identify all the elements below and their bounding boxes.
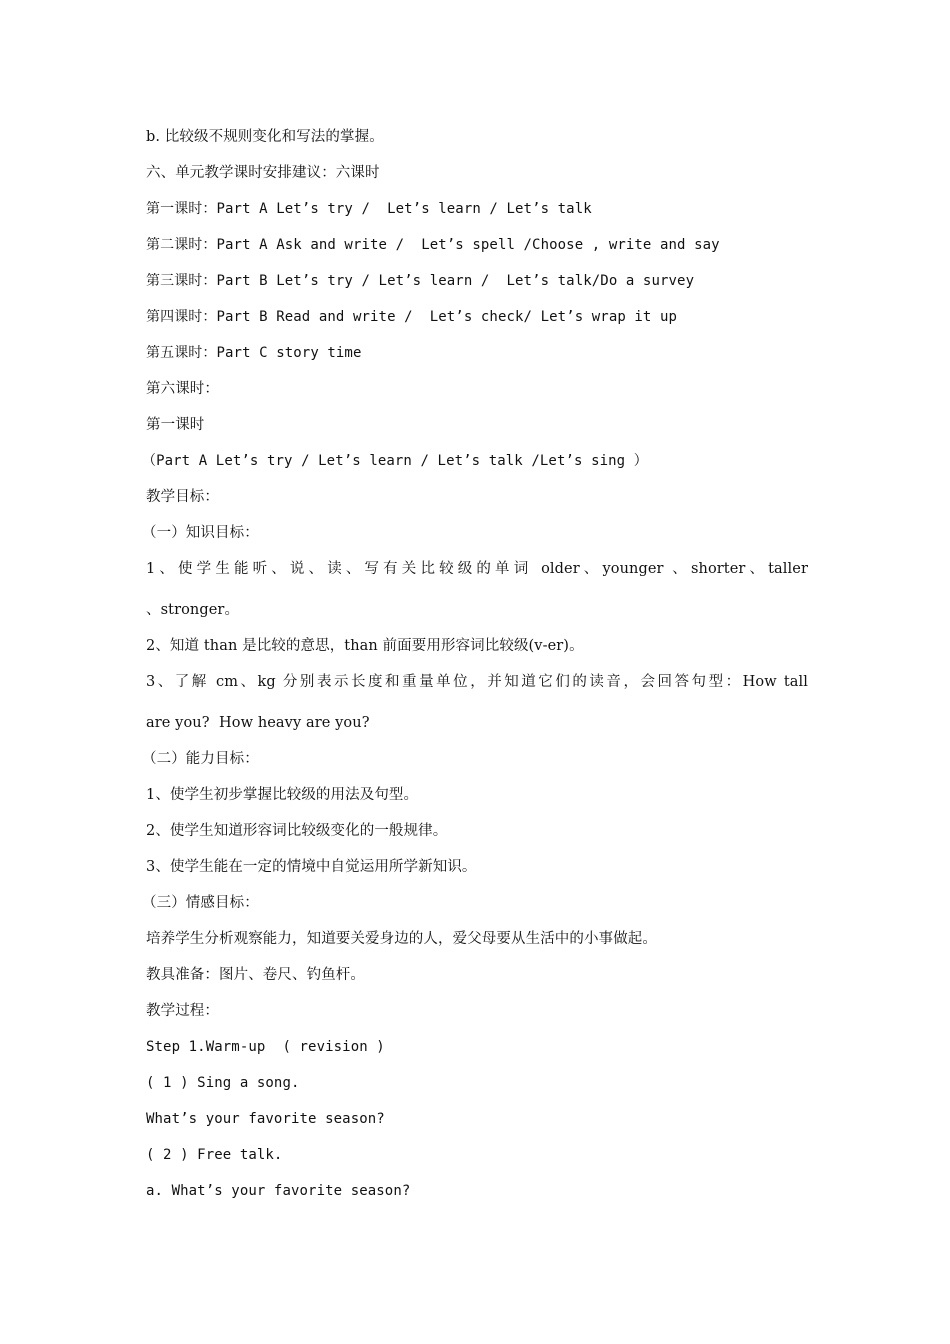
subsection-heading: （二）能力目标： <box>142 751 259 767</box>
text-line: a. What’s your favorite season? <box>146 1183 411 1199</box>
text-line: 第三课时：Part B Let’s try / Let’s learn / Let’s talk/Do a survey <box>146 273 695 289</box>
text-line: 第五课时：Part C story time <box>146 345 362 361</box>
section-heading: 教学过程： <box>146 1003 219 1019</box>
text-line: What’s your favorite season? <box>146 1111 385 1127</box>
text-line: 3、了解 cm、kg 分别表示长度和重量单位，并知道它们的读音，会回答句型：How tall <box>146 674 808 690</box>
text-line: ( 1 ) Sing a song. <box>146 1075 300 1091</box>
text-line: 、stronger。 <box>146 602 240 618</box>
text-line: 第四课时：Part B Read and write / Let’s check/ Let’s wrap it up <box>146 309 678 325</box>
text-line: 培养学生分析观察能力，知道要关爱身边的人，爱父母要从生活中的小事做起。 <box>146 931 657 947</box>
subsection-heading: （三）情感目标： <box>142 895 259 911</box>
text-line: 1、使学生能听、说、读、写有关比较级的单词 older、younger 、shorter、taller <box>146 561 808 577</box>
text-line: 第二课时：Part A Ask and write / Let’s spell /Choose , write and say <box>146 237 720 253</box>
text-line: 第六课时： <box>146 381 219 397</box>
text-line: 2、使学生知道形容词比较级变化的一般规律。 <box>146 823 448 839</box>
text-line: b. 比较级不规则变化和写法的掌握。 <box>146 129 384 145</box>
section-heading: 教学目标： <box>146 489 219 505</box>
lesson-title: 第一课时 <box>146 417 205 433</box>
lesson-subtitle: （Part A Let’s try / Let’s learn / Let’s talk /Let’s sing ） <box>142 453 648 469</box>
text-line: 2、知道 than 是比较的意思，than 前面要用形容词比较级(v-er)。 <box>146 638 584 654</box>
text-line: 第一课时：Part A Let’s try / Let’s learn / Let’s talk <box>146 201 592 217</box>
section-heading: 六、单元教学课时安排建议：六课时 <box>146 165 380 181</box>
subsection-heading: （一）知识目标： <box>142 525 259 541</box>
text-line: Step 1.Warm-up ( revision ) <box>146 1039 385 1055</box>
text-line: are you? How heavy are you? <box>146 715 370 731</box>
text-line: 1、使学生初步掌握比较级的用法及句型。 <box>146 787 419 803</box>
text-line: ( 2 ) Free talk. <box>146 1147 283 1163</box>
text-line: 3、使学生能在一定的情境中自觉运用所学新知识。 <box>146 859 477 875</box>
text-line: 教具准备：图片、卷尺、钓鱼杆。 <box>146 967 365 983</box>
